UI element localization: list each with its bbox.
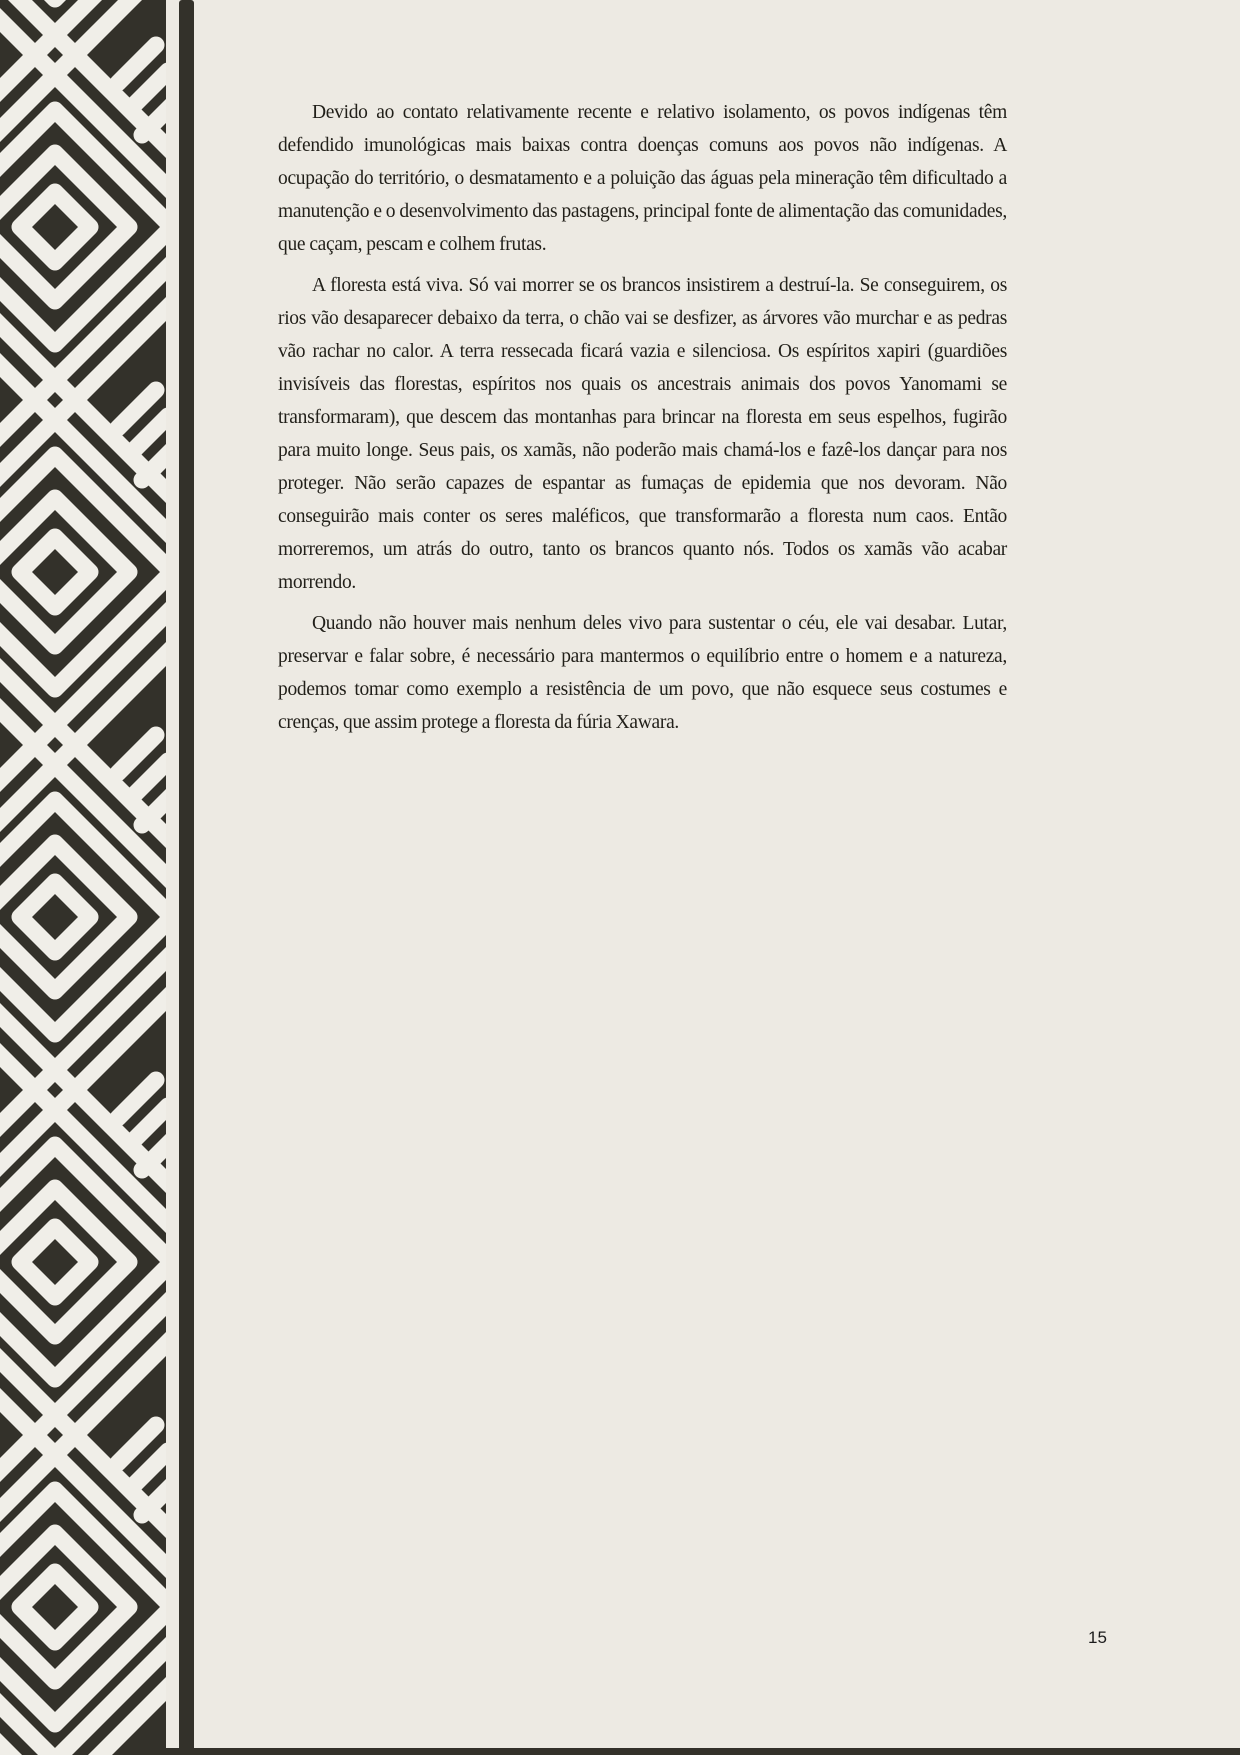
border-vertical-bar — [179, 0, 194, 1755]
left-decorative-border — [0, 0, 166, 1755]
geometric-pattern — [0, 0, 166, 1755]
paragraph-1: Devido ao contato relativamente recente e relativo isolamento, os povos indígenas têm defendido imunológicas mais baixas contra doenças comuns aos povos não indígenas. A ocupação do território, o desmatamento e a poluição das águas pela mineração têm dificultado a manutenção e o desenvolvimento das pastagens, principal fonte de alimentação das comunidades, que caçam, pescam e colhem frutas. — [278, 102, 1007, 255]
bottom-rule — [166, 1748, 1240, 1755]
paragraph-2: A floresta está viva. Só vai morrer se os brancos insistirem a destruí-la. Se conseguirem, os rios vão desaparecer debaixo da terra, o chão vai se desfizer, as árvores vão murchar e as pedras vão rachar no calor. A terra ressecada ficará vazia e silenciosa. Os espíritos xapiri (guardiões invisíveis das florestas, espíritos nos quais os ancestrais animais dos povos Yanomami se transformaram), que descem das montanhas para brincar na floresta em seus espelhos, fugirão para muito longe. Seus pais, os xamãs, não poderão mais chamá-los e fazê-los dançar para nos proteger. Não serão capazes de espantar as fumaças de epidemia que nos devoram. Não conseguirão mais conter os seres maléficos, que transformarão a floresta num caos. Então morreremos, um atrás do outro, tanto os brancos quanto nós. Todos os xamãs vão acabar morrendo. — [278, 275, 1007, 593]
paragraph-3: Quando não houver mais nenhum deles vivo para sustentar o céu, ele vai desabar. Lutar, preservar e falar sobre, é necessário para mantermos o equilíbrio entre o homem e a natureza, podemos tomar como exemplo a resistência de um povo, que não esquece seus costumes e crenças, que assim protege a floresta da fúria Xawara. — [278, 613, 1007, 733]
page-number: 15 — [1088, 1628, 1107, 1647]
body-text — [278, 96, 1007, 747]
